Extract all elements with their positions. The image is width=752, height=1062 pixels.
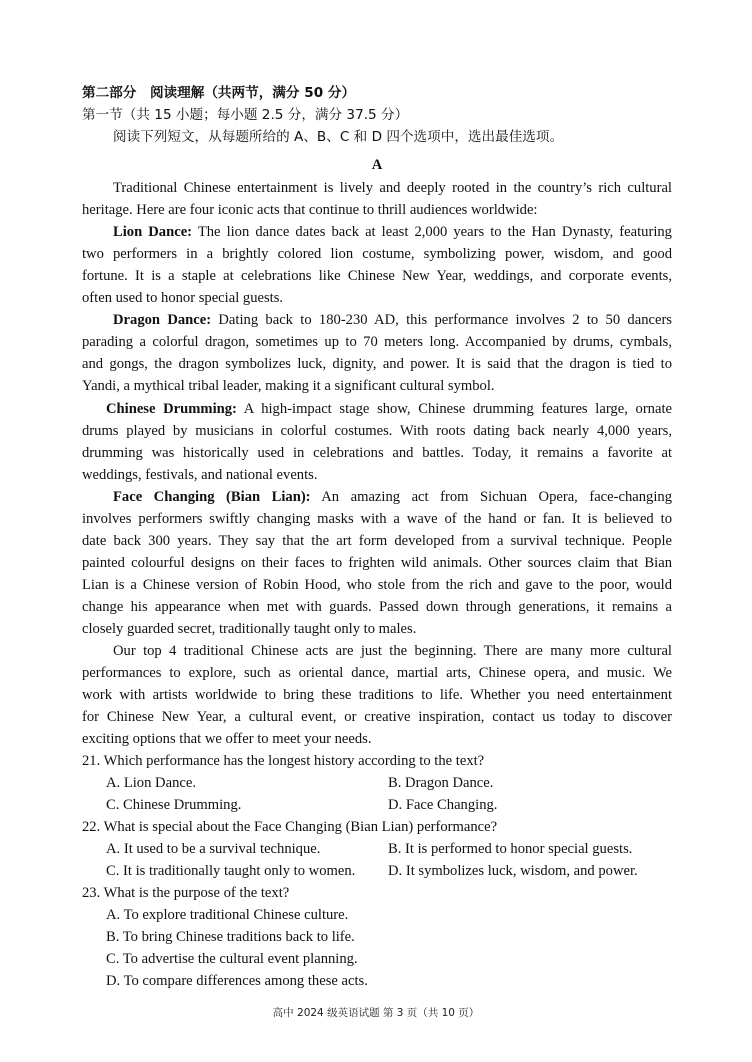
option-21-b[interactable]: B. Dragon Dance. [388,775,494,791]
option-22-d[interactable]: D. It symbolizes luck, wisdom, and power. [388,863,638,879]
paragraph-line: Face Changing (Bian Lian): An amazing act from Sichuan Opera, face-changing [113,489,672,505]
option-23-c[interactable]: C. To advertise the cultural event planning. [106,951,358,967]
paragraph-line: parading a colorful dragon, sometimes up to 70 meters long. Accompanied by drums, cymbals, [82,334,672,350]
option-22-c[interactable]: C. It is traditionally taught only to women. [106,863,356,879]
instructions: 阅读下列短文，从每题所给的 A、B、C 和 D 四个选项中，选出最佳选项。 [113,129,564,145]
paragraph-line: for Chinese New Year, a cultural event, or creative inspiration, contact us today to discover [82,709,672,725]
paragraph-line: date back 300 years. They say that the art form developed from a survival technique. People [82,533,672,549]
page-footer: 高中 2024 级英语试题 第 3 页（共 10 页） [272,1007,480,1019]
paragraph-line: heritage. Here are four iconic acts that continue to thrill audiences worldwide: [82,202,538,218]
option-21-d[interactable]: D. Face Changing. [388,797,498,813]
term-lion-dance: Lion Dance: [113,224,193,240]
option-22-b[interactable]: B. It is performed to honor special guests. [388,841,633,857]
term-face-changing: Face Changing (Bian Lian): [113,489,311,505]
paragraph-line: closely guarded secret, traditionally taught only to males. [82,621,417,637]
term-dragon-dance: Dragon Dance: [113,312,212,328]
paragraph-line: painted colourful designs on their faces to frighten wild animals. Other sources claim that Bian [82,555,672,571]
option-23-b[interactable]: B. To bring Chinese traditions back to life. [106,929,355,945]
paragraph-line: Dragon Dance: Dating back to 180-230 AD, this performance involves 2 to 50 dancers [113,312,672,328]
paragraph-line: and gongs, the dragon symbolizes luck, dignity, and power. It is said that the dragon is tied to [82,356,672,372]
question-stem-22: 22. What is special about the Face Changing (Bian Lian) performance? [82,819,498,835]
paragraph-line: two performers in a brightly colored lion costume, symbolizing power, wisdom, and good [82,246,672,262]
option-21-c[interactable]: C. Chinese Drumming. [106,797,242,813]
paragraph-line: drumming was historically used in celebrations and battles. Today, it remains a favorite at [82,445,672,461]
paragraph-line: fortune. It is a staple at celebrations like Chinese New Year, weddings, and corporate events, [82,268,672,284]
paragraph-line: drums played by musicians in colorful costumes. With roots dating back nearly 4,000 years, [82,423,672,439]
option-23-a[interactable]: A. To explore traditional Chinese culture. [106,907,349,923]
option-23-d[interactable]: D. To compare differences among these acts. [106,973,368,989]
paragraph-line: Lion Dance: The lion dance dates back at least 2,000 years to the Han Dynasty, featuring [113,224,672,240]
question-stem-21: 21. Which performance has the longest history according to the text? [82,753,485,769]
paragraph-line: involves performers swiftly changing masks with a wave of the hand or fan. It is believed to [82,511,672,527]
subsection-header: 第一节（共 15 小题；每小题 2.5 分，满分 37.5 分） [82,107,409,123]
option-22-a[interactable]: A. It used to be a survival technique. [106,841,321,857]
paragraph-line: Yandi, a mythical tribal leader, making it a significant cultural symbol. [82,378,495,394]
paragraph-line: work with artists worldwide to bring these traditions to life. Whether you need entertainment [82,687,672,703]
paragraph-line: exciting options that we offer to meet your needs. [82,731,372,747]
paragraph-line: Traditional Chinese entertainment is lively and deeply rooted in the country’s rich cultural [113,180,672,196]
paragraph-line: often used to honor special guests. [82,290,284,306]
paragraph-line: performances to explore, such as oriental dance, martial arts, Chinese opera, and music. We [82,665,672,681]
paragraph-line: Our top 4 traditional Chinese acts are just the beginning. There are many more cultural [113,643,672,659]
term-chinese-drumming: Chinese Drumming: [106,401,237,417]
question-stem-23: 23. What is the purpose of the text? [82,885,290,901]
passage-label: A [371,157,383,173]
paragraph-line: Chinese Drumming: A high-impact stage show, Chinese drumming features large, ornate [106,401,672,417]
paragraph-line: change his appearance when met with guards. Passed down through generations, it remains a [82,599,672,615]
option-21-a[interactable]: A. Lion Dance. [106,775,196,791]
paragraph-line: weddings, festivals, and national events. [82,467,318,483]
paragraph-line: Lian is a Chinese version of Robin Hood, who stole from the rich and gave to the poor, would [82,577,672,593]
section-header: 第二部分 阅读理解（共两节，满分 50 分） [82,85,356,101]
